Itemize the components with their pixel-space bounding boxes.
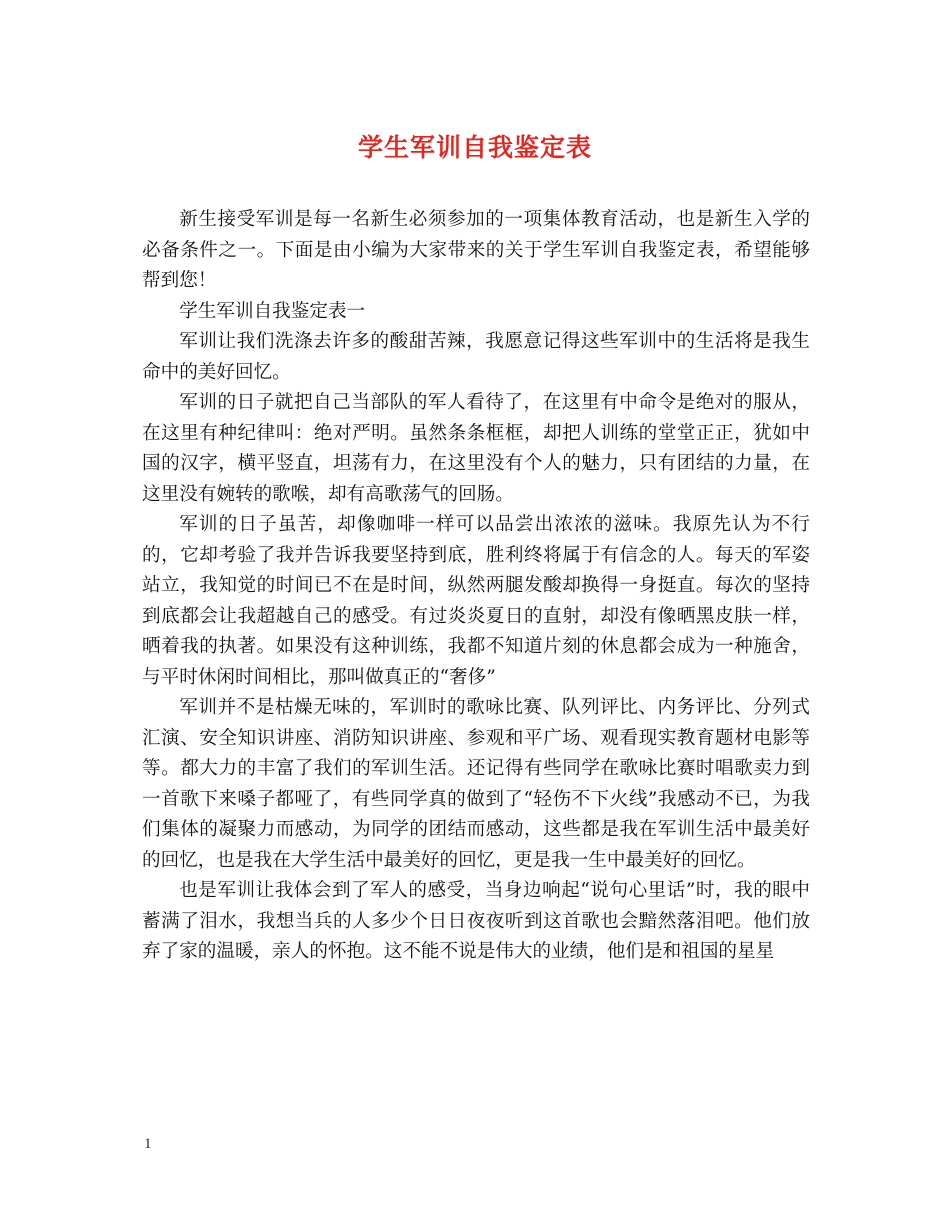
document-body [142, 205, 810, 968]
body-paragraph: 军训的日子就把自己当部队的军人看待了，在这里有中命令是绝对的服从，在这里有种纪律叫：绝对严明。虽然条条框框，却把人训练的堂堂正正，犹如中国的汉字，横平竖直，坦荡有力，在这里没有个人的魅力，只有团结的力量，在这里没有婉转的歌喉，却有高歌荡气的回肠。 [142, 392, 810, 505]
body-paragraph: 也是军训让我体会到了军人的感受，当身边响起“说句心里话”时，我的眼中蓄满了泪水，我想当兵的人多少个日日夜夜听到这首歌也会黯然落泪吧。他们放弃了家的温暖，亲人的怀抱。这不能不说是伟大的业绩，他们是和祖国的星星 [142, 880, 810, 962]
document-title: 学生军训自我鉴定表 [357, 133, 592, 162]
body-paragraph: 军训的日子虽苦，却像咖啡一样可以品尝出浓浓的滋味。我原先认为不行的，它却考验了我并告诉我要坚持到底，胜利终将属于有信念的人。每天的军姿站立，我知觉的时间已不在是时间，纵然两腿发酸却换得一身挺直。每次的坚持到底都会让我超越自己的感受。有过炎炎夏日的直射，却没有像晒黑皮肤一样，晒着我的执著。如果没有这种训练，我都不知道片刻的休息都会成为一种施舍，与平时休闲时间相比，那叫做真正的“奢侈” [142, 514, 810, 688]
section-heading: 学生军训自我鉴定表一 [179, 300, 366, 322]
page-number: 1 [144, 1136, 152, 1152]
intro-paragraph: 新生接受军训是每一名新生必须参加的一项集体教育活动，也是新生入学的必备条件之一。下面是由小编为大家带来的关于学生军训自我鉴定表，希望能够帮到您！ [142, 209, 810, 291]
body-paragraph: 军训让我们洗涤去许多的酸甜苦辣，我愿意记得这些军训中的生活将是我生命中的美好回忆。 [142, 331, 810, 383]
body-paragraph: 军训并不是枯燥无味的，军训时的歌咏比赛、队列评比、内务评比、分列式汇演、安全知识讲座、消防知识讲座、参观和平广场、观看现实教育题材电影等等。都大力的丰富了我们的军训生活。还记得有些同学在歌咏比赛时唱歌卖力到一首歌下来嗓子都哑了，有些同学真的做到了“轻伤不下火线”我感动不已，为我们集体的凝聚力而感动，为同学的团结而感动，这些都是我在军训生活中最美好的回忆，也是我在大学生活中最美好的回忆，更是我一生中最美好的回忆。 [142, 697, 810, 871]
